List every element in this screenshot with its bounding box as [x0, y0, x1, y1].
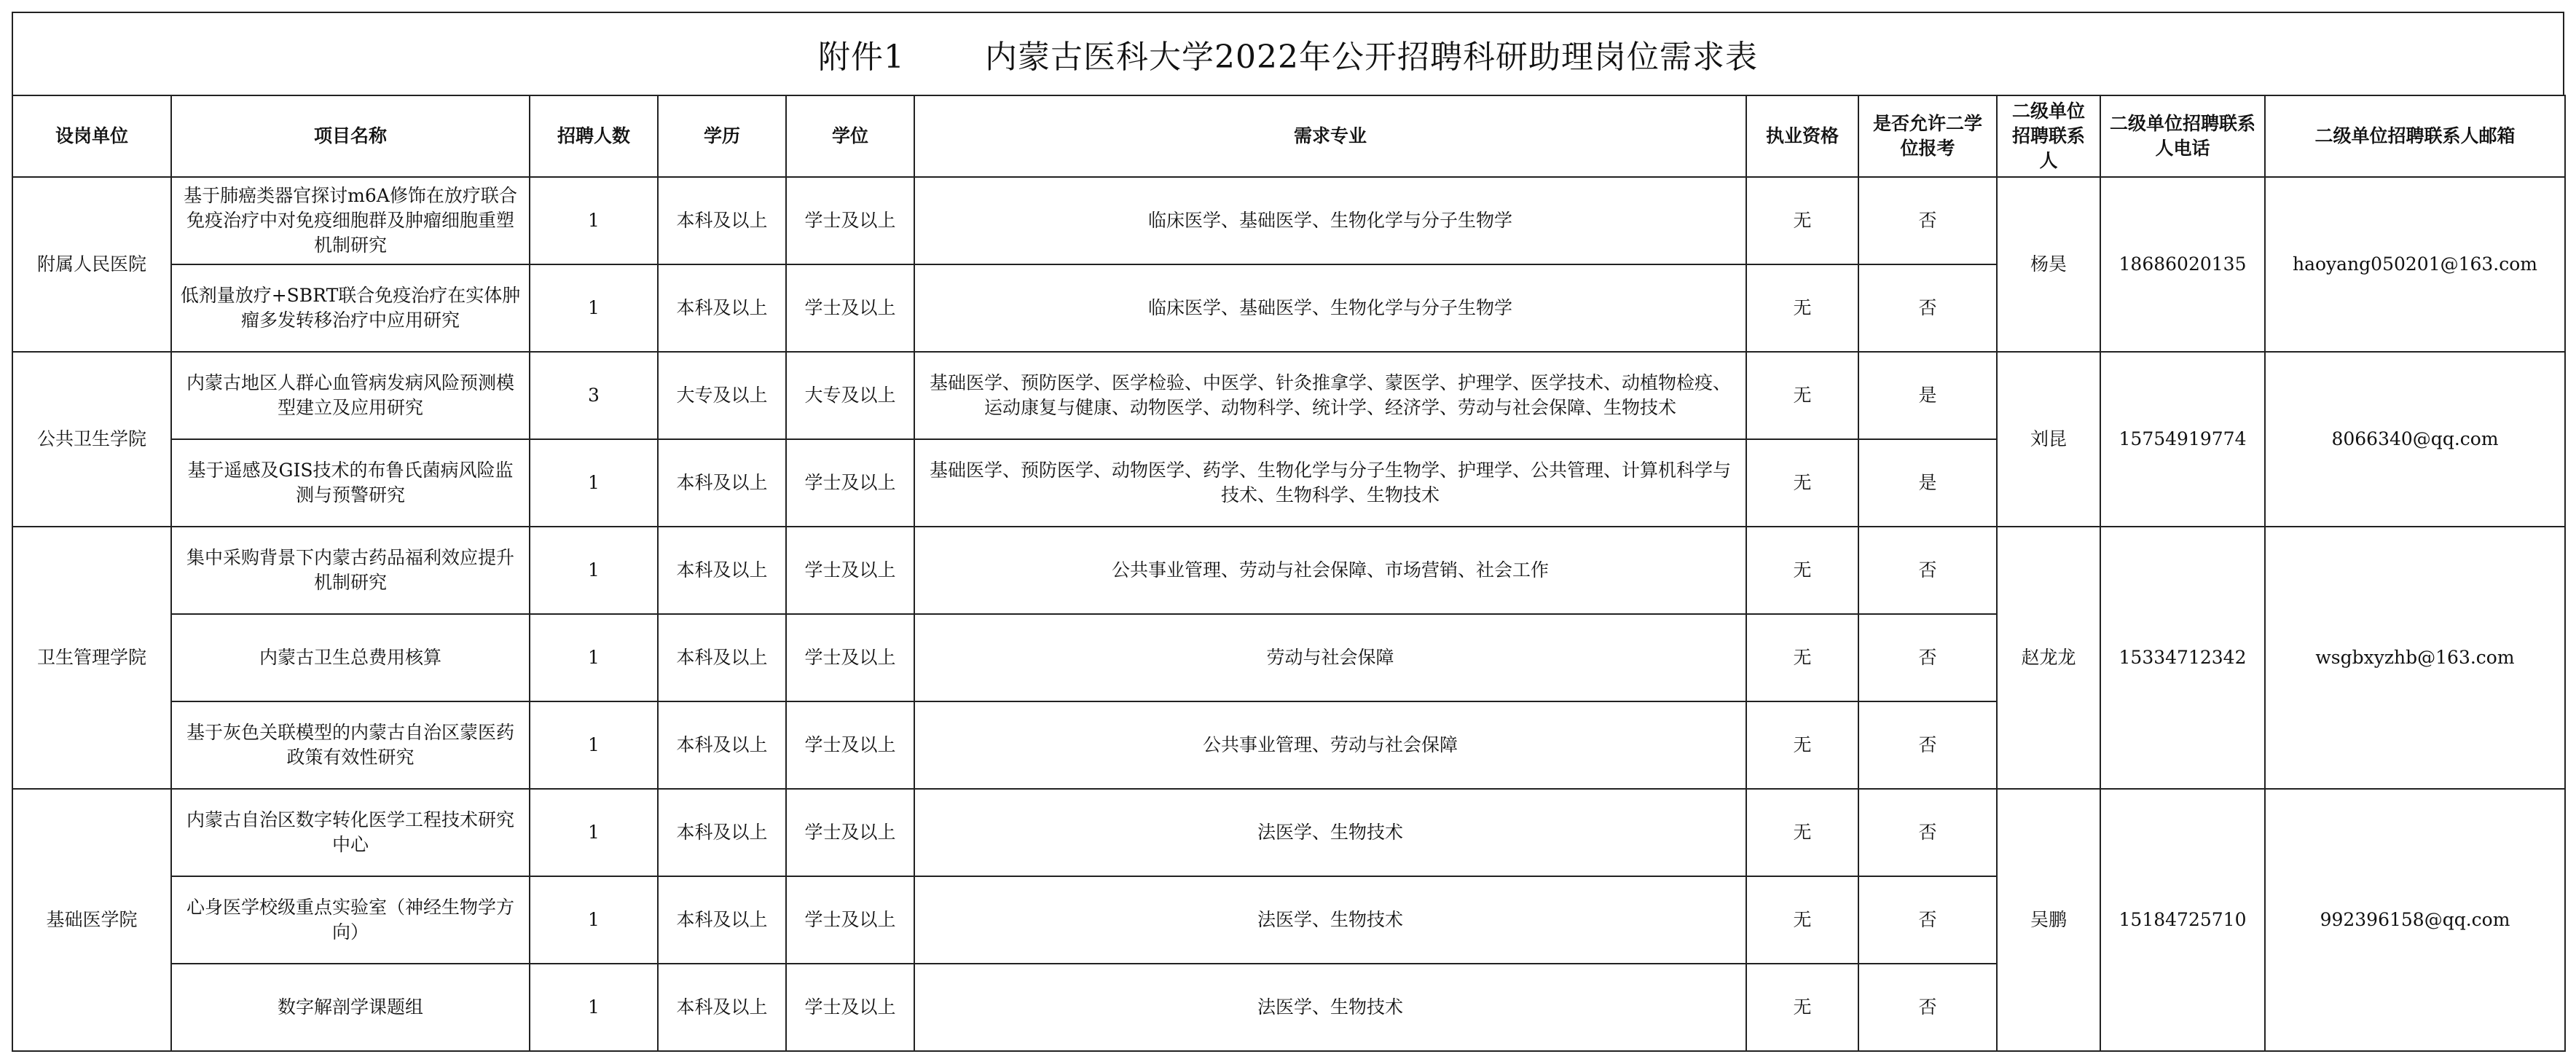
- header-contact: 二级单位招聘联系人: [1997, 95, 2100, 177]
- degree-cell: 学士及以上: [786, 614, 914, 701]
- count-cell: 1: [530, 789, 658, 876]
- degree-cell: 学士及以上: [786, 264, 914, 352]
- header-major: 需求专业: [914, 95, 1746, 177]
- header-project: 项目名称: [171, 95, 530, 177]
- degree-cell: 大专及以上: [786, 352, 914, 439]
- license-cell: 无: [1746, 876, 1858, 964]
- project-cell: 内蒙古自治区数字转化医学工程技术研究中心: [171, 789, 530, 876]
- major-cell: 临床医学、基础医学、生物化学与分子生物学: [914, 177, 1746, 264]
- second-degree-cell: 是: [1858, 352, 1997, 439]
- contact-cell: 吴鹏: [1997, 789, 2100, 1051]
- header-row: [12, 95, 2565, 177]
- count-cell: 1: [530, 439, 658, 527]
- license-cell: 无: [1746, 527, 1858, 614]
- positions-table: [12, 95, 2566, 1052]
- title-text: 内蒙古医科大学2022年公开招聘科研助理岗位需求表: [985, 39, 1758, 76]
- project-cell: 心身医学校级重点实验室（神经生物学方向）: [171, 876, 530, 964]
- project-cell: 内蒙古卫生总费用核算: [171, 614, 530, 701]
- degree-cell: 学士及以上: [786, 527, 914, 614]
- major-cell: 劳动与社会保障: [914, 614, 1746, 701]
- second-degree-cell: 否: [1858, 177, 1997, 264]
- project-cell: 数字解剖学课题组: [171, 964, 530, 1051]
- license-cell: 无: [1746, 701, 1858, 789]
- education-cell: 本科及以上: [658, 527, 786, 614]
- major-cell: 基础医学、预防医学、医学检验、中医学、针灸推拿学、蒙医学、护理学、医学技术、动植物检疫、运动康复与健康、动物医学、动物科学、统计学、经济学、劳动与社会保障、生物技术: [914, 352, 1746, 439]
- education-cell: 本科及以上: [658, 964, 786, 1051]
- contact-cell: 刘昆: [1997, 352, 2100, 527]
- major-cell: 法医学、生物技术: [914, 789, 1746, 876]
- contact-cell: 杨昊: [1997, 177, 2100, 352]
- count-cell: 1: [530, 614, 658, 701]
- count-cell: 1: [530, 264, 658, 352]
- major-cell: 法医学、生物技术: [914, 964, 1746, 1051]
- major-cell: 基础医学、预防医学、动物医学、药学、生物化学与分子生物学、护理学、公共管理、计算机科学与技术、生物科学、生物技术: [914, 439, 1746, 527]
- header-count: 招聘人数: [530, 95, 658, 177]
- header-education: 学历: [658, 95, 786, 177]
- header-license: 执业资格: [1746, 95, 1858, 177]
- count-cell: 1: [530, 701, 658, 789]
- education-cell: 本科及以上: [658, 701, 786, 789]
- project-cell: 内蒙古地区人群心血管病发病风险预测模型建立及应用研究: [171, 352, 530, 439]
- major-cell: 临床医学、基础医学、生物化学与分子生物学: [914, 264, 1746, 352]
- license-cell: 无: [1746, 264, 1858, 352]
- second-degree-cell: 否: [1858, 964, 1997, 1051]
- phone-cell: 15334712342: [2100, 527, 2265, 789]
- degree-cell: 学士及以上: [786, 439, 914, 527]
- second-degree-cell: 否: [1858, 614, 1997, 701]
- education-cell: 本科及以上: [658, 439, 786, 527]
- project-cell: 集中采购背景下内蒙古药品福利效应提升机制研究: [171, 527, 530, 614]
- phone-cell: 15754919774: [2100, 352, 2265, 527]
- second-degree-cell: 否: [1858, 876, 1997, 964]
- table-row: [12, 177, 2565, 264]
- project-cell: 基于灰色关联模型的内蒙古自治区蒙医药政策有效性研究: [171, 701, 530, 789]
- sheet-title: [12, 12, 2564, 95]
- second-degree-cell: 否: [1858, 789, 1997, 876]
- header-degree: 学位: [786, 95, 914, 177]
- table-row: [12, 352, 2565, 439]
- education-cell: 大专及以上: [658, 352, 786, 439]
- header-second-degree: 是否允许二学位报考: [1858, 95, 1997, 177]
- education-cell: 本科及以上: [658, 177, 786, 264]
- project-cell: 低剂量放疗+SBRT联合免疫治疗在实体肿瘤多发转移治疗中应用研究: [171, 264, 530, 352]
- count-cell: 1: [530, 177, 658, 264]
- unit-cell: 附属人民医院: [12, 177, 171, 352]
- education-cell: 本科及以上: [658, 789, 786, 876]
- license-cell: 无: [1746, 789, 1858, 876]
- second-degree-cell: 否: [1858, 264, 1997, 352]
- license-cell: 无: [1746, 614, 1858, 701]
- major-cell: 公共事业管理、劳动与社会保障: [914, 701, 1746, 789]
- phone-cell: 18686020135: [2100, 177, 2265, 352]
- license-cell: 无: [1746, 177, 1858, 264]
- degree-cell: 学士及以上: [786, 701, 914, 789]
- education-cell: 本科及以上: [658, 264, 786, 352]
- second-degree-cell: 否: [1858, 527, 1997, 614]
- degree-cell: 学士及以上: [786, 876, 914, 964]
- license-cell: 无: [1746, 964, 1858, 1051]
- education-cell: 本科及以上: [658, 614, 786, 701]
- license-cell: 无: [1746, 439, 1858, 527]
- contact-cell: 赵龙龙: [1997, 527, 2100, 789]
- degree-cell: 学士及以上: [786, 964, 914, 1051]
- phone-cell: 15184725710: [2100, 789, 2265, 1051]
- header-phone: 二级单位招聘联系人电话: [2100, 95, 2265, 177]
- email-cell: 992396158@qq.com: [2265, 789, 2565, 1051]
- table-row: [12, 527, 2565, 614]
- count-cell: 1: [530, 964, 658, 1051]
- count-cell: 3: [530, 352, 658, 439]
- second-degree-cell: 否: [1858, 701, 1997, 789]
- degree-cell: 学士及以上: [786, 177, 914, 264]
- recruitment-sheet: [12, 12, 2564, 1052]
- header-unit: 设岗单位: [12, 95, 171, 177]
- header-email: 二级单位招聘联系人邮箱: [2265, 95, 2565, 177]
- project-cell: 基于遥感及GIS技术的布鲁氏菌病风险监测与预警研究: [171, 439, 530, 527]
- license-cell: 无: [1746, 352, 1858, 439]
- attachment-label: 附件1: [818, 39, 905, 76]
- table-row: [12, 789, 2565, 876]
- email-cell: 8066340@qq.com: [2265, 352, 2565, 527]
- education-cell: 本科及以上: [658, 876, 786, 964]
- degree-cell: 学士及以上: [786, 789, 914, 876]
- major-cell: 公共事业管理、劳动与社会保障、市场营销、社会工作: [914, 527, 1746, 614]
- email-cell: wsgbxyzhb@163.com: [2265, 527, 2565, 789]
- unit-cell: 公共卫生学院: [12, 352, 171, 527]
- major-cell: 法医学、生物技术: [914, 876, 1746, 964]
- unit-cell: 卫生管理学院: [12, 527, 171, 789]
- email-cell: haoyang050201@163.com: [2265, 177, 2565, 352]
- unit-cell: 基础医学院: [12, 789, 171, 1051]
- count-cell: 1: [530, 527, 658, 614]
- second-degree-cell: 是: [1858, 439, 1997, 527]
- project-cell: 基于肺癌类器官探讨m6A修饰在放疗联合免疫治疗中对免疫细胞群及肿瘤细胞重塑机制研究: [171, 177, 530, 264]
- count-cell: 1: [530, 876, 658, 964]
